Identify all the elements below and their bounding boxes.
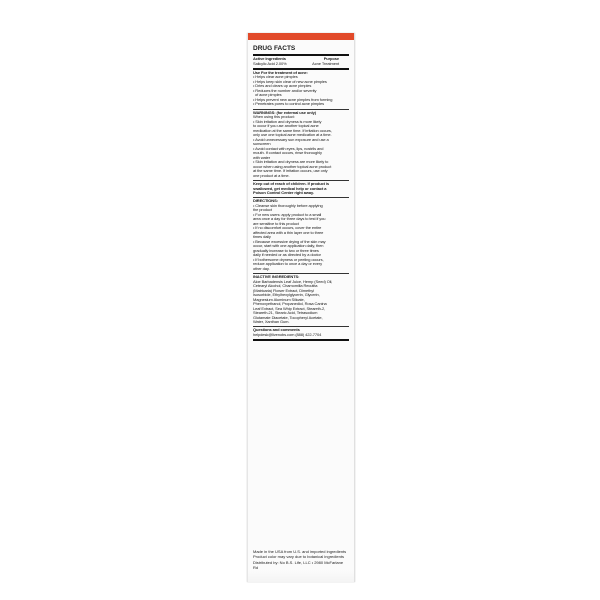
warning-line: sunscreen <box>253 141 271 147</box>
use-item: • Dries and clears up acne pimples <box>253 83 312 89</box>
uses-header: Use For the treatment of acne: <box>253 69 308 75</box>
keep-out-section <box>253 181 349 197</box>
purpose-value: Acne Treatment <box>312 60 339 66</box>
inactive-header: INACTIVE INGREDIENTS: <box>253 274 300 280</box>
product-box-side-panel <box>247 33 355 582</box>
warning-line: • Skin irritation and dryness are more likely to <box>253 159 329 165</box>
direction-line: other day. <box>253 265 270 271</box>
direction-line: • For new users: apply product to a small <box>253 211 322 217</box>
distributed-by-line: Distributed by: No B.S. Life, LLC • 2980 McFarlane Rd <box>253 560 344 570</box>
direction-line: reduce application to once a day or every <box>253 261 323 267</box>
direction-line: • If no discomfort occurs, cover the entire <box>253 225 322 231</box>
questions-section <box>253 327 349 339</box>
direction-line: the product <box>253 207 272 213</box>
drug-facts-title: DRUG FACTS <box>253 45 296 52</box>
inactive-line: Leaf Extract, Sea Whip Extract, Steareth-2, <box>253 305 326 311</box>
direction-line: • If bothersome dryness or peeling occurs, <box>253 256 324 262</box>
active-ingredients-row <box>253 62 349 67</box>
warning-line: mouth. If contact occurs, rinse thoroughly <box>253 150 322 156</box>
use-item: • Helps clear acne pimples <box>253 74 298 80</box>
keep-out-line: Keep out of reach of children. If product is <box>253 181 330 187</box>
active-ingredient: Salicylic Acid 2.00% <box>253 60 287 66</box>
questions-contact: helpdesk@livenobs.com (888) 422-7704 <box>253 331 322 337</box>
purpose-header: Purpose <box>323 56 339 62</box>
uses-section <box>253 70 349 109</box>
keep-out-line: swallowed, get medical help or contact a <box>253 185 327 191</box>
questions-header: Questions and comments <box>253 327 300 333</box>
drug-facts-panel <box>253 45 349 341</box>
warning-line: only use one topical acne medication at a time. <box>253 132 332 138</box>
warning-line: When using this product: <box>253 114 295 120</box>
inactive-line: (Matricaria) Flower Extract, Dimethyl <box>253 287 314 293</box>
warning-line: one product at a time. <box>253 172 290 178</box>
use-item: • Helps keep skin clear of new acne pimples <box>253 78 327 84</box>
use-item: • Reduces the number and/or severity <box>253 87 317 93</box>
warning-line: with water <box>253 154 271 160</box>
inactive-line: Cetearyl Alcohol, Chamomilla Recutita <box>253 283 318 289</box>
use-item: • Helps prevent new acne pimples from forming <box>253 96 333 102</box>
warning-line: • Avoid contact with eyes, lips, nostrils and <box>253 145 324 151</box>
directions-header: DIRECTIONS: <box>253 198 278 204</box>
inactive-line: Glutamate Diacetate, Tocopheryl Acetate, <box>253 314 323 320</box>
inactive-line: Aloe Barbadensis Leaf Juice, Hemp (Seed) Oil, <box>253 278 333 284</box>
use-item: • Penetrates pores to control acne pimples <box>253 101 325 107</box>
inactive-line: Magnesium Aluminum Silicate, <box>253 296 305 302</box>
warnings-section <box>253 110 349 180</box>
warnings-header: WARNINGS: (for external use only) <box>253 109 316 115</box>
active-ingredients-section <box>253 56 349 68</box>
inactive-line: Water, Xanthan Gum. <box>253 319 290 325</box>
warning-line: • Avoid unnecessary sun exposure and use a <box>253 136 329 142</box>
direction-line: are sensitive to this product <box>253 220 299 226</box>
warning-line: to occur if you use another topical acne <box>253 123 319 129</box>
direction-line: gradually increase to two or three times <box>253 247 319 253</box>
direction-line: occur, start with one application daily, then <box>253 243 324 249</box>
inactive-ingredients-section <box>253 274 349 326</box>
uses-list <box>253 75 349 107</box>
direction-line: times daily <box>253 234 271 240</box>
warning-line: occur when using another topical acne product <box>253 163 332 169</box>
warning-line: at the same time. If irritation occurs, use only <box>253 168 328 174</box>
warning-line: • Skin irritation and dryness is more likely <box>253 118 322 124</box>
direction-line: daily if needed or as directed by a doctor <box>253 252 321 258</box>
active-ingredients-header: Active Ingredients <box>253 56 286 62</box>
use-item: of acne pimples <box>255 92 282 98</box>
orange-top-strip <box>248 33 354 40</box>
keep-out-line: Poison Control Center right away. <box>253 190 314 196</box>
inactive-line: Phenoxyethanol, Propanediol, Rosa Canina <box>253 301 327 307</box>
direction-line: • Cleanse skin thoroughly before applying <box>253 202 323 208</box>
divider-thick <box>253 339 349 341</box>
direction-line: area once a day for three days to test if you <box>253 216 326 222</box>
inactive-line: Steareth-21, Stearic Acid, Tetrasodium <box>253 310 318 316</box>
inactive-line: Isosorbide, Ethylhexylglycerin, Glycerin, <box>253 292 320 298</box>
direction-line: affected area with a thin layer one to three <box>253 229 324 235</box>
direction-line: • Because excessive drying of the skin may <box>253 238 326 244</box>
warning-line: medication at the same time. If irritation occurs, <box>253 127 332 133</box>
box-bottom-shade <box>248 570 354 582</box>
made-in-line: Product color may vary due to botanical ingredients <box>253 553 344 559</box>
directions-section <box>253 198 349 273</box>
made-in-line: Made in the USA from U.S. and imported ingredients <box>253 549 347 554</box>
